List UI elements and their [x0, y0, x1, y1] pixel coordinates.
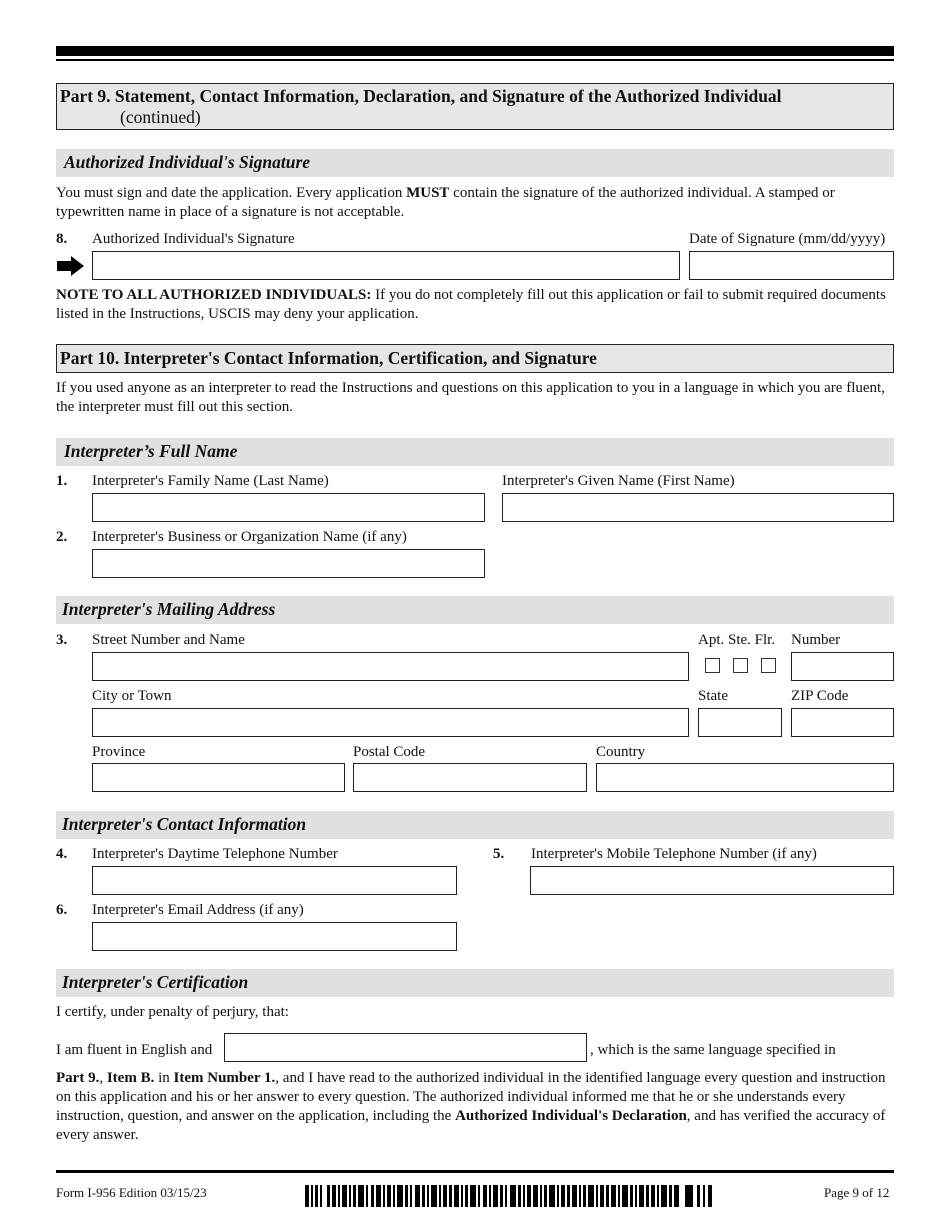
- apt-checkbox[interactable]: [705, 658, 720, 673]
- bottom-rule: [56, 1170, 894, 1173]
- city-label: City or Town: [92, 688, 172, 704]
- number-label: Number: [791, 632, 841, 648]
- form-edition: Form I-956 Edition 03/15/23: [56, 1185, 207, 1200]
- email-field[interactable]: [92, 922, 457, 951]
- full-name-section-header: [56, 438, 894, 466]
- contact-section-title: Interpreter's Contact Information: [62, 814, 307, 834]
- part10-intro: If you used anyone as an interpreter to read the Instructions and questions on this application to you in a language in which you are fluent, the interpreter must fill out this section.: [56, 380, 885, 415]
- contact-section-header: [56, 811, 894, 839]
- item2-number: 2.: [56, 529, 68, 545]
- certification-section-title: Interpreter's Certification: [62, 972, 249, 992]
- page-number: Page 9 of 12: [824, 1185, 890, 1200]
- date-signature-field[interactable]: [689, 251, 894, 280]
- top-rule-thin: [56, 59, 894, 61]
- apt-ste-flr-label: Apt. Ste. Flr.: [698, 632, 776, 648]
- part10-title: Part 10. Interpreter's Contact Information, Certification, and Signature: [60, 348, 597, 368]
- city-field[interactable]: [92, 708, 689, 737]
- province-field[interactable]: [92, 763, 345, 792]
- daytime-phone-field[interactable]: [92, 866, 457, 895]
- barcode-icon: [305, 1185, 713, 1207]
- zip-field[interactable]: [791, 708, 894, 737]
- part9-continued: (continued): [120, 107, 201, 127]
- province-label: Province: [92, 744, 146, 760]
- item4-number: 4.: [56, 846, 68, 862]
- family-name-label: Interpreter's Family Name (Last Name): [92, 473, 329, 489]
- apt-number-field[interactable]: [791, 652, 894, 681]
- state-field[interactable]: [698, 708, 782, 737]
- mobile-phone-field[interactable]: [530, 866, 894, 895]
- fluent-post-text: , which is the same language specified in: [590, 1042, 836, 1058]
- signature-label: Authorized Individual's Signature: [92, 231, 295, 247]
- email-label: Interpreter's Email Address (if any): [92, 902, 304, 918]
- postal-code-field[interactable]: [353, 763, 587, 792]
- item8-number: 8.: [56, 231, 68, 247]
- daytime-phone-label: Interpreter's Daytime Telephone Number: [92, 846, 338, 862]
- part9-title: Part 9. Statement, Contact Information, Declaration, and Signature of the Authorized Individual: [60, 86, 782, 106]
- item5-number: 5.: [493, 846, 505, 862]
- flr-checkbox[interactable]: [761, 658, 776, 673]
- signature-field[interactable]: [92, 251, 680, 280]
- mobile-phone-label: Interpreter's Mobile Telephone Number (if any): [531, 846, 817, 862]
- certification-paragraph: Part 9., Item B. in Item Number 1., and I have read to the authorized individual in the identified language every question and instruction on this application and his or her answer to every question. The authorized individual informed me that he or she understands every instruction, question, and answer on the application, including the Authorized Individual's Declaration, and has verified the accuracy of every answer.: [56, 1070, 886, 1143]
- signature-instructions: You must sign and date the application. Every application MUST contain the signature of the authorized individual. A stamped or typewritten name in place of a signature is not acceptable.: [56, 185, 835, 220]
- arrow-right-icon: [57, 256, 85, 276]
- given-name-label: Interpreter's Given Name (First Name): [502, 473, 735, 489]
- fluent-pre-text: I am fluent in English and: [56, 1042, 213, 1058]
- business-name-label: Interpreter's Business or Organization Name (if any): [92, 529, 407, 545]
- family-name-field[interactable]: [92, 493, 485, 522]
- country-label: Country: [596, 744, 646, 760]
- signature-section-title: Authorized Individual's Signature: [64, 152, 311, 172]
- given-name-field[interactable]: [502, 493, 894, 522]
- street-label: Street Number and Name: [92, 632, 245, 648]
- business-name-field[interactable]: [92, 549, 485, 578]
- language-field[interactable]: [224, 1033, 587, 1062]
- signature-section-header: [56, 149, 894, 177]
- part9-header: [56, 83, 894, 130]
- state-label: State: [698, 688, 728, 704]
- top-rule-thick: [56, 46, 894, 56]
- country-field[interactable]: [596, 763, 894, 792]
- date-signature-label: Date of Signature (mm/dd/yyyy): [689, 231, 886, 247]
- item3-number: 3.: [56, 632, 68, 648]
- mailing-section-title: Interpreter's Mailing Address: [62, 599, 276, 619]
- mailing-section-header: [56, 596, 894, 624]
- street-field[interactable]: [92, 652, 689, 681]
- zip-label: ZIP Code: [791, 688, 849, 704]
- item6-number: 6.: [56, 902, 68, 918]
- part10-header: [56, 344, 894, 373]
- certify-statement: I certify, under penalty of perjury, that:: [56, 1004, 289, 1020]
- ste-checkbox[interactable]: [733, 658, 748, 673]
- note-to-authorized: NOTE TO ALL AUTHORIZED INDIVIDUALS: If you do not completely fill out this application or fail to submit required documents listed in the Instructions, USCIS may deny your application.: [56, 287, 886, 322]
- certification-section-header: [56, 969, 894, 997]
- full-name-section-title: Interpreter’s Full Name: [64, 441, 238, 461]
- item1-number: 1.: [56, 473, 68, 489]
- postal-code-label: Postal Code: [353, 744, 426, 760]
